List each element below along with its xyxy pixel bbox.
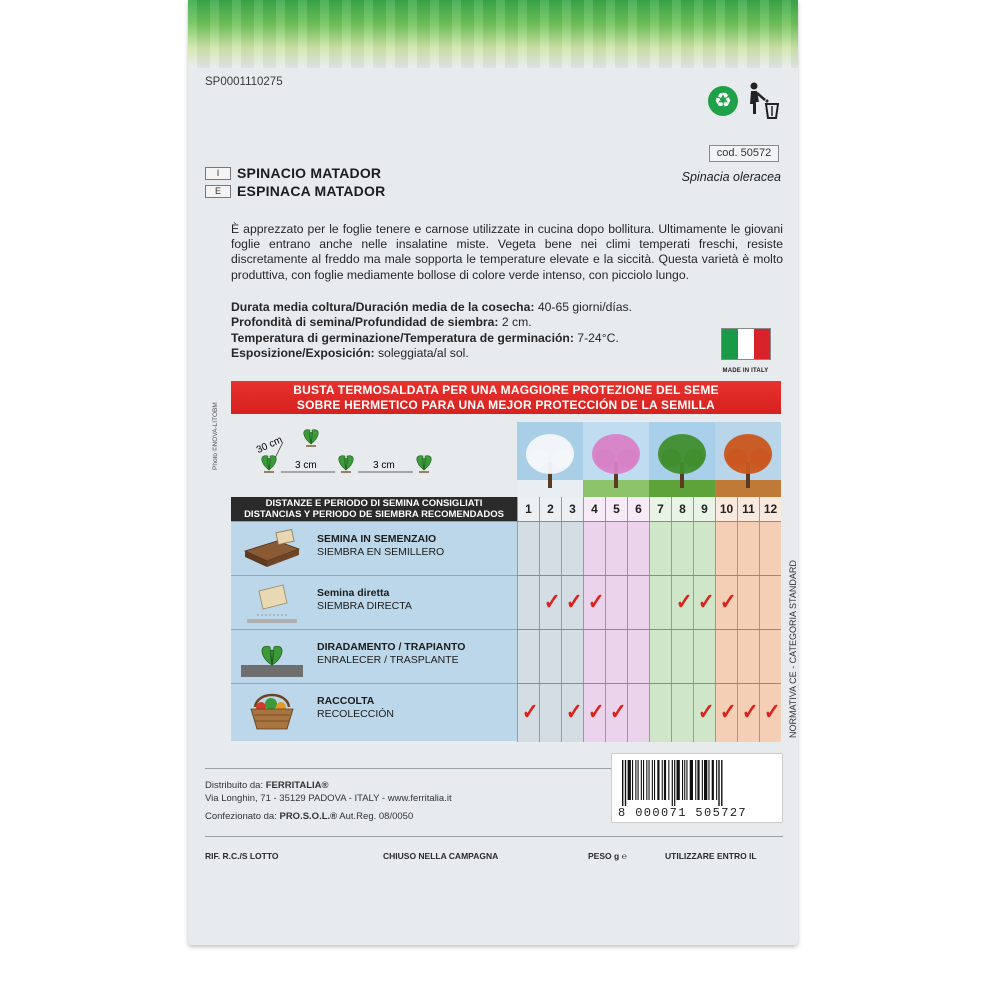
spacing-diagram [231,422,517,497]
normativa-label: NORMATIVA CE - CATEGORIA STANDARD [788,560,798,738]
row-gridline [517,629,781,630]
row-gridline [517,575,781,576]
barcode [611,753,783,823]
recycle-icon: ♻ [708,86,738,116]
month-label: 4 [583,497,605,521]
basket-icon [237,689,307,733]
title-row-spanish [205,183,385,199]
month-label: 1 [517,497,539,521]
distributor-info: Distribuito da: FERRITALIA® Via Longhin, 71 - 35129 PADOVA - ITALY - www.ferritalia.it Confezionato da: PRO.S.O.L.® Aut.Reg. 08/0050 [205,780,452,822]
row-gridline [517,521,781,522]
month-label: 7 [649,497,671,521]
barcode-bars [620,760,776,806]
sowing-check-mark: ✓ [675,589,693,614]
growing-specs [231,300,711,361]
month-label: 12 [759,497,781,521]
month-label: 5 [605,497,627,521]
closed-label: CHIUSO NELLA CAMPAGNA [383,851,499,861]
activity-subtitle: RECOLECCIÓN [317,708,395,720]
activity-title: Semina diretta [317,587,390,599]
spec-row: Durata media coltura/Duración media de la cosecha: 40-65 giorni/días. [231,300,632,314]
month-gridline [715,521,716,742]
sowing-check-mark: ✓ [763,699,781,724]
month-gridline [517,521,518,742]
language-code: I [205,167,231,180]
autumn-tree-icon [715,422,781,497]
month-label: 10 [715,497,737,521]
month-label: 3 [561,497,583,521]
sowing-check-mark: ✓ [565,589,583,614]
sowing-check-mark: ✓ [521,699,539,724]
summer-tree-icon [649,422,715,497]
month-label: 6 [627,497,649,521]
month-gridline [649,521,650,742]
winter-tree-icon [517,422,583,497]
italian-flag-icon [721,328,771,360]
seedling-icon [417,456,432,472]
use-by-label: UTILIZZARE ENTRO IL [665,851,757,861]
month-gridline [561,521,562,742]
spec-row: Profondità di semina/Profundidad de siembra: 2 cm. [231,315,532,330]
month-label: 2 [539,497,561,521]
sowing-check-mark: ✓ [719,699,737,724]
sealed-packet-banner: BUSTA TERMOSALDATA PER UNA MAGGIORE PROTEZIONE DEL SEME SOBRE HERMETICO PARA UNA MEJOR PROTECCIÓN DE LA SEMILLA [231,381,781,414]
sowing-check-mark: ✓ [697,589,715,614]
month-gridline [693,521,694,742]
seed-packet-icon [237,581,307,625]
seedling-icon [339,456,354,472]
seed-packet-back [188,0,798,945]
activity-title: RACCOLTA [317,695,375,707]
product-code: SP0001110275 [205,76,283,88]
sowing-check-mark: ✓ [565,699,583,724]
spring-tree-icon [583,422,649,497]
activity-row [231,575,517,629]
row-spacing-label: 30 cm [254,434,285,456]
activity-row [231,629,517,683]
barcode-number: 8 000071 505727 [618,806,748,820]
plant-spacing-label: 3 cm [295,460,317,471]
spec-row: Temperatura di germinazione/Temperatura de germinación: 7-24°C. [231,330,619,345]
estimated-sign-icon: ℮ [621,851,627,861]
product-title: ESPINACA MATADOR [237,183,386,199]
plant-spacing-label: 3 cm [373,460,395,471]
sowing-check-mark: ✓ [587,589,605,614]
month-gridline [759,521,760,742]
activity-row [231,683,517,741]
seedling-icon [262,456,277,472]
activity-title: SEMINA IN SEMENZAIO [317,533,437,545]
sowing-calendar [231,422,781,742]
sowing-check-mark: ✓ [697,699,715,724]
title-row-italian [205,165,381,181]
spec-row: Esposizione/Exposición: soleggiata/al sol. [231,345,469,360]
activity-subtitle: SIEMBRA DIRECTA [317,600,412,612]
month-gridline [605,521,606,742]
sowing-check-mark: ✓ [719,589,737,614]
description: È apprezzato per le foglie tenere e carnose utilizzate in cucina dopo bollitura. Ultimamente le giovani foglie entrano anche nelle insalatine miste. Vegeta bene nei climi temperati freschi, resiste discretamente al freddo ma male sopporta le temperature elevate e la siccità. Questa varietà è molto produttiva, con foglie mediamente bollose di colore verde intenso, con picciolo lungo. [231,222,783,282]
month-gridline [671,521,672,742]
month-gridline [737,521,738,742]
dispose-in-bin-icon [743,80,783,120]
photo-credit: Photo ©NOVA-LITOBM [212,402,219,470]
activity-title: DIRADAMENTO / TRAPIANTO [317,641,466,653]
product-title: SPINACIO MATADOR [237,165,382,181]
month-gridline [627,521,628,742]
sowing-check-mark: ✓ [587,699,605,724]
latin-name: Spinacia oleracea [681,170,781,184]
month-label: 8 [671,497,693,521]
activity-row [231,521,517,575]
made-in-italy-label: MADE IN ITALY [722,368,769,374]
month-gridline [583,521,584,742]
row-gridline [517,683,781,684]
divider [205,836,783,837]
month-gridline [539,521,540,742]
language-code: E [205,185,231,198]
activity-subtitle: SIEMBRA EN SEMILLERO [317,546,445,558]
sowing-check-mark: ✓ [609,699,627,724]
sowing-check-mark: ✓ [741,699,759,724]
code-box: cod. 50572 [709,145,779,162]
month-label: 9 [693,497,715,521]
month-label: 11 [737,497,759,521]
activity-subtitle: ENRALECER / TRASPLANTE [317,654,459,666]
weight-label: PESO g ℮ [588,851,627,861]
distances-label: DISTANZE E PERIODO DI SEMINA CONSIGLIATI DISTANCIAS Y PERIODO DE SIEMBRA RECOMENDADOS [231,497,517,521]
seed-tray-icon [237,527,307,571]
seedling-icon [304,430,319,446]
sowing-check-mark: ✓ [543,589,561,614]
seedling-icon [237,635,307,679]
lot-label: RIF. R.C./S LOTTO [205,851,279,861]
